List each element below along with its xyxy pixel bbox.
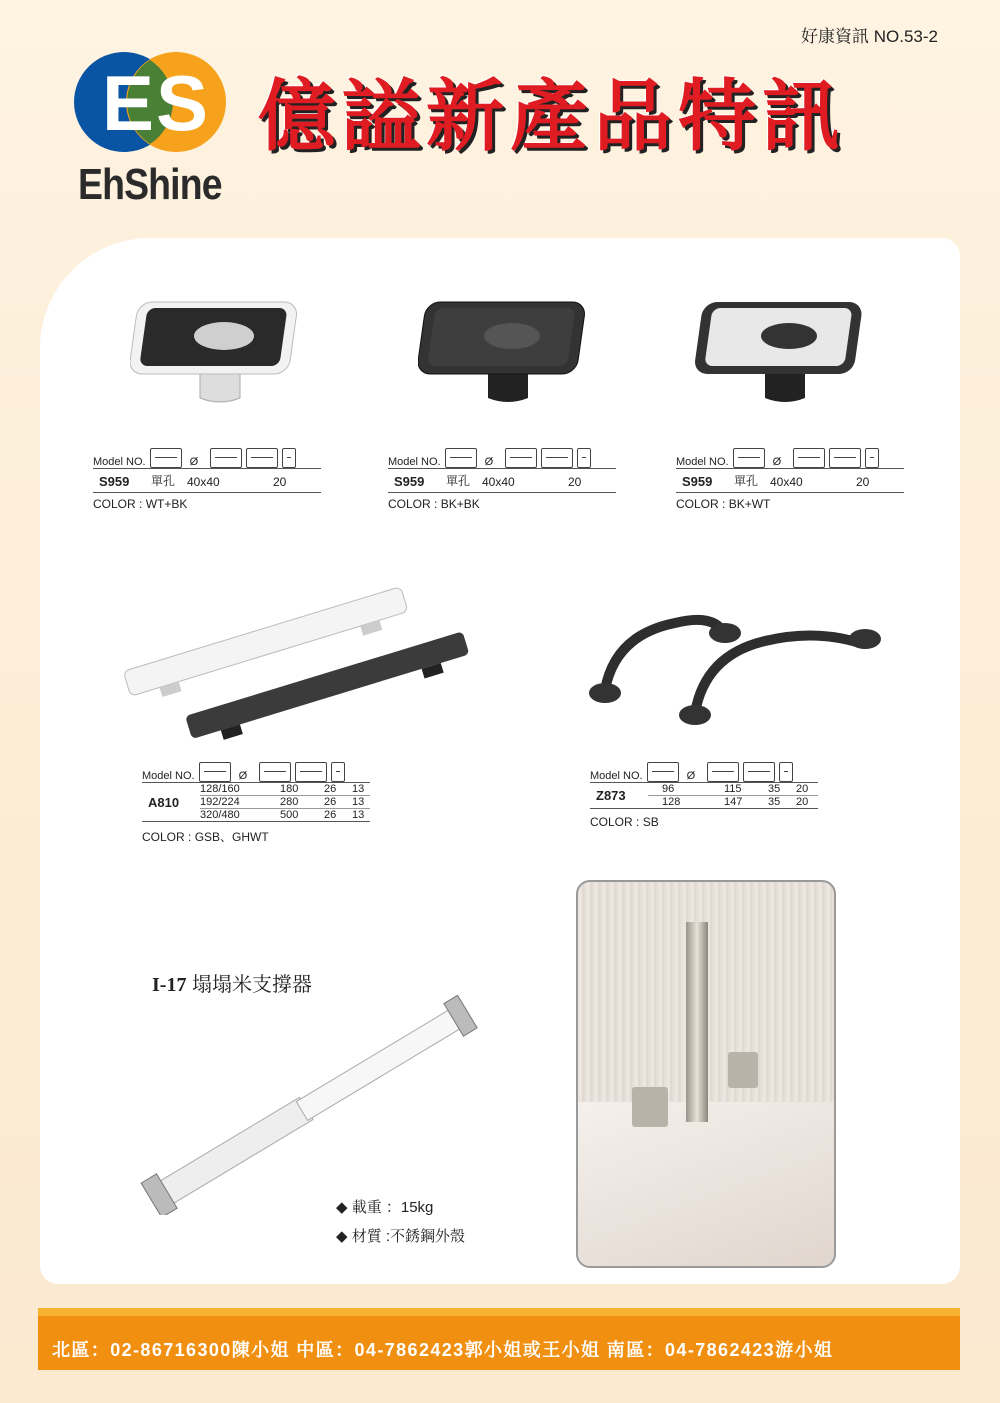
length-value: 280: [280, 796, 299, 808]
cc-value: 128: [662, 796, 681, 808]
svg-text:S: S: [156, 59, 209, 147]
model-number: Z873: [596, 788, 626, 803]
product-code: I-17: [152, 974, 187, 996]
width-value: 35: [768, 796, 781, 808]
spec-header-label: Model NO.: [142, 770, 195, 782]
cc-value: 96: [662, 783, 675, 795]
installation-photo: [576, 880, 836, 1268]
cc-value: 128/160: [200, 783, 240, 795]
table-row: [648, 796, 818, 808]
table-row: [200, 796, 370, 809]
size: 40x40: [770, 475, 803, 489]
handle-image-a810: [110, 560, 480, 740]
color-value: SB: [642, 815, 659, 829]
width-value: 35: [768, 783, 781, 795]
hole-spacing-icon: [150, 448, 182, 468]
width-value: 26: [324, 783, 337, 795]
color-label: COLOR :: [142, 830, 192, 844]
diameter-icon: Ø: [686, 770, 696, 782]
color-label: COLOR :: [388, 497, 438, 511]
length-icon: [259, 762, 291, 782]
knob-image-bk-wt: [695, 290, 875, 410]
width-icon: [541, 448, 573, 468]
hole-spacing-icon: [733, 448, 765, 468]
hole-type: 單孔: [151, 474, 176, 488]
diameter-icon: Ø: [238, 770, 248, 782]
height-value: 13: [352, 796, 365, 808]
spec-table-knob-2: [388, 448, 616, 511]
height-icon: [577, 448, 591, 468]
product-name: 塌塌米支撐器: [192, 974, 313, 996]
spec-table-knob-1: [93, 448, 321, 511]
model-number: S959: [99, 474, 130, 489]
height-icon: [282, 448, 296, 468]
height-icon: [779, 762, 793, 782]
spec-header-label: Model NO.: [388, 456, 441, 468]
size: 40x40: [187, 475, 220, 489]
height-icon: [865, 448, 879, 468]
height-value: 20: [796, 796, 809, 808]
spec-header-label: Model NO.: [93, 456, 146, 468]
spec-table-knob-3: [676, 448, 904, 511]
diameter-icon: Ø: [484, 456, 494, 468]
tatami-support-image: [125, 995, 495, 1215]
table-row: [200, 809, 370, 821]
contact-info: 北區：02-86716300陳小姐 中區：04-7862423郭小姐或王小姐 南區：04-7862423游小姐: [52, 1340, 834, 1360]
height-value: 13: [352, 809, 365, 821]
length-icon: [793, 448, 825, 468]
color-label: COLOR :: [676, 497, 726, 511]
svg-text:E: E: [102, 59, 155, 147]
length-value: 180: [280, 783, 299, 795]
knob-image-wt-bk: [130, 290, 310, 410]
width-value: 26: [324, 809, 337, 821]
height: 20: [856, 475, 870, 489]
diameter-icon: Ø: [189, 456, 199, 468]
headline: 億謚新產品特訊: [258, 72, 847, 162]
knob-image-bk-bk: [418, 290, 598, 410]
length-icon: [210, 448, 242, 468]
cc-value: 320/480: [200, 809, 240, 821]
width-icon: [829, 448, 861, 468]
ehshine-logo: [72, 50, 232, 160]
model-number: S959: [682, 474, 713, 489]
hole-spacing-icon: [199, 762, 231, 782]
hole-spacing-icon: [647, 762, 679, 782]
issue-number: 好康資訊 NO.53-2: [801, 27, 938, 46]
color-label: COLOR :: [590, 815, 640, 829]
spec-table-z873: [590, 762, 818, 829]
height-value: 13: [352, 783, 365, 795]
table-row: [648, 783, 818, 796]
length-value: 500: [280, 809, 299, 821]
model-number: S959: [394, 474, 425, 489]
material-spec: ◆ 材質 :不銹鋼外殼: [336, 1228, 466, 1245]
hole-spacing-icon: [445, 448, 477, 468]
handle-image-z873: [585, 595, 885, 735]
spec-header-label: Model NO.: [590, 770, 643, 782]
width-icon: [246, 448, 278, 468]
load-spec: ◆ 載重 ：15kg: [336, 1199, 434, 1216]
length-icon: [707, 762, 739, 782]
brand-name: EhShine: [78, 160, 222, 209]
color-value: GSB、GHWT: [194, 830, 269, 844]
width-icon: [295, 762, 327, 782]
color-value: BK+WT: [728, 497, 771, 511]
length-value: 147: [724, 796, 743, 808]
color-label: COLOR :: [93, 497, 143, 511]
height: 20: [273, 475, 287, 489]
cc-value: 192/224: [200, 796, 240, 808]
i17-title: [152, 968, 312, 997]
height-value: 20: [796, 783, 809, 795]
length-icon: [505, 448, 537, 468]
hole-type: 單孔: [734, 474, 759, 488]
length-value: 115: [724, 783, 742, 795]
color-value: WT+BK: [145, 497, 188, 511]
diameter-icon: Ø: [772, 456, 782, 468]
spec-table-a810: [142, 762, 370, 845]
model-number: A810: [148, 794, 180, 810]
size: 40x40: [482, 475, 515, 489]
spec-header-label: Model NO.: [676, 456, 729, 468]
color-value: BK+BK: [440, 497, 480, 511]
width-value: 26: [324, 796, 337, 808]
table-row: [200, 783, 370, 796]
height-icon: [331, 762, 345, 782]
width-icon: [743, 762, 775, 782]
height: 20: [568, 475, 582, 489]
hole-type: 單孔: [446, 474, 471, 488]
